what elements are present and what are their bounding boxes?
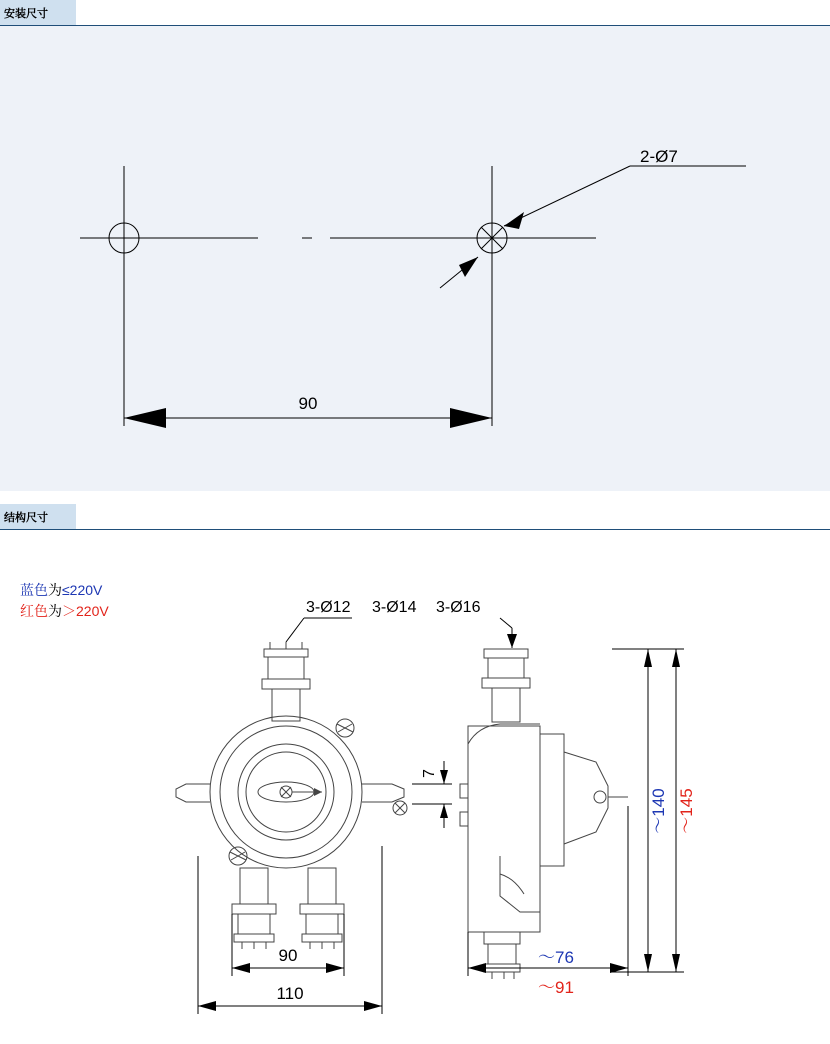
callout-3-d16: 3-Ø16 <box>436 599 481 616</box>
side-top-cap <box>484 649 528 658</box>
install-hole-callout-label: 2-Ø7 <box>640 147 678 166</box>
front-top-gland-body <box>268 657 304 679</box>
dim76-arrow-left <box>468 963 486 973</box>
install-dim-arrow-left <box>124 408 166 428</box>
legend-red-word: 红色 <box>20 603 48 619</box>
dim145-arrow-bottom <box>672 954 680 972</box>
dim145-arrow-top <box>672 649 680 667</box>
dim7-arrow-bottom <box>440 804 448 818</box>
dim7-arrow-top <box>440 770 448 784</box>
side-lug-upper <box>460 784 468 798</box>
front-knob-pointer-arrow <box>314 788 322 796</box>
section-structure <box>0 504 830 1003</box>
callout-3-d14: 3-Ø14 <box>372 599 417 616</box>
section-install-header <box>0 0 830 26</box>
side-top-flange <box>482 678 530 688</box>
side-cover-dome <box>564 752 608 844</box>
callout-leader-right-2 <box>500 618 512 628</box>
section-install-panel <box>0 26 830 491</box>
front-bottom-neck-right <box>308 868 336 904</box>
section-structure-tab <box>0 504 76 530</box>
callout-3-d12: 3-Ø12 <box>306 599 351 616</box>
callout-leader-left <box>286 618 304 642</box>
front-bottom-cap-right <box>302 934 342 942</box>
side-cover-knob <box>594 791 606 803</box>
side-body-top-chamfer <box>468 724 540 744</box>
dim-110-label: 110 <box>276 984 304 1003</box>
side-internal-detail <box>500 856 540 912</box>
section-install-title: 安装尺寸 <box>4 7 48 20</box>
front-bolt-top-right <box>336 719 354 737</box>
section-install-tab <box>0 0 76 26</box>
side-top-neck <box>492 688 520 722</box>
dim-91-label: ～91 <box>538 978 574 997</box>
dim-90-label: 90 <box>278 946 298 965</box>
legend-blue-value: ≤220V <box>62 582 103 598</box>
side-bottom-gland <box>488 944 516 964</box>
dim90-arrow-left <box>232 963 250 973</box>
dim110-arrow-left <box>198 1001 216 1011</box>
side-body-step <box>540 734 564 866</box>
side-internal-curve <box>500 874 524 894</box>
install-dim-arrow-right <box>450 408 492 428</box>
dim-145-label: ～145 <box>677 788 696 834</box>
front-left-mounting-lug <box>176 784 210 802</box>
front-top-flange <box>262 679 310 689</box>
install-dimension-drawing <box>0 26 830 491</box>
hole-callout-leader <box>504 166 630 226</box>
install-width-dim-label: 90 <box>298 394 318 413</box>
legend-red-value: ＞220V <box>62 603 109 619</box>
front-bottom-flange-left <box>232 904 276 914</box>
dim90-arrow-right <box>326 963 344 973</box>
legend-blue-word: 蓝色 <box>20 582 48 598</box>
dim140-arrow-top <box>644 649 652 667</box>
side-lug-lower <box>460 812 468 826</box>
hole-callout-arrow-bottom <box>459 257 478 277</box>
structure-dimension-drawing <box>0 556 830 1044</box>
side-top-gland <box>488 658 524 678</box>
hole-callout-arrow-top <box>504 212 524 229</box>
section-structure-title: 结构尺寸 <box>4 511 48 524</box>
dim140-arrow-bottom <box>644 954 652 972</box>
section-structure-panel <box>0 530 830 1018</box>
side-bottom-flange <box>484 932 520 944</box>
section-structure-header <box>0 504 830 530</box>
front-right-mounting-lug <box>362 784 404 802</box>
callout-arrow-right <box>507 634 517 648</box>
front-bottom-flange-right <box>300 904 344 914</box>
front-bottom-cap-left <box>234 934 274 942</box>
front-bottom-neck-left <box>240 868 268 904</box>
front-top-gland-cap <box>264 649 308 657</box>
legend-red-mid: 为 <box>48 603 62 619</box>
dim-7-label: 7 <box>421 769 438 778</box>
section-install <box>0 0 830 413</box>
front-bottom-gland-left <box>238 914 270 934</box>
dim-76-label: ～76 <box>538 948 574 967</box>
side-body-outline <box>468 726 540 932</box>
front-bottom-gland-right <box>306 914 338 934</box>
dim110-arrow-right <box>364 1001 382 1011</box>
legend-blue-mid: 为 <box>48 582 62 598</box>
dim-140-label: ～140 <box>649 788 668 834</box>
